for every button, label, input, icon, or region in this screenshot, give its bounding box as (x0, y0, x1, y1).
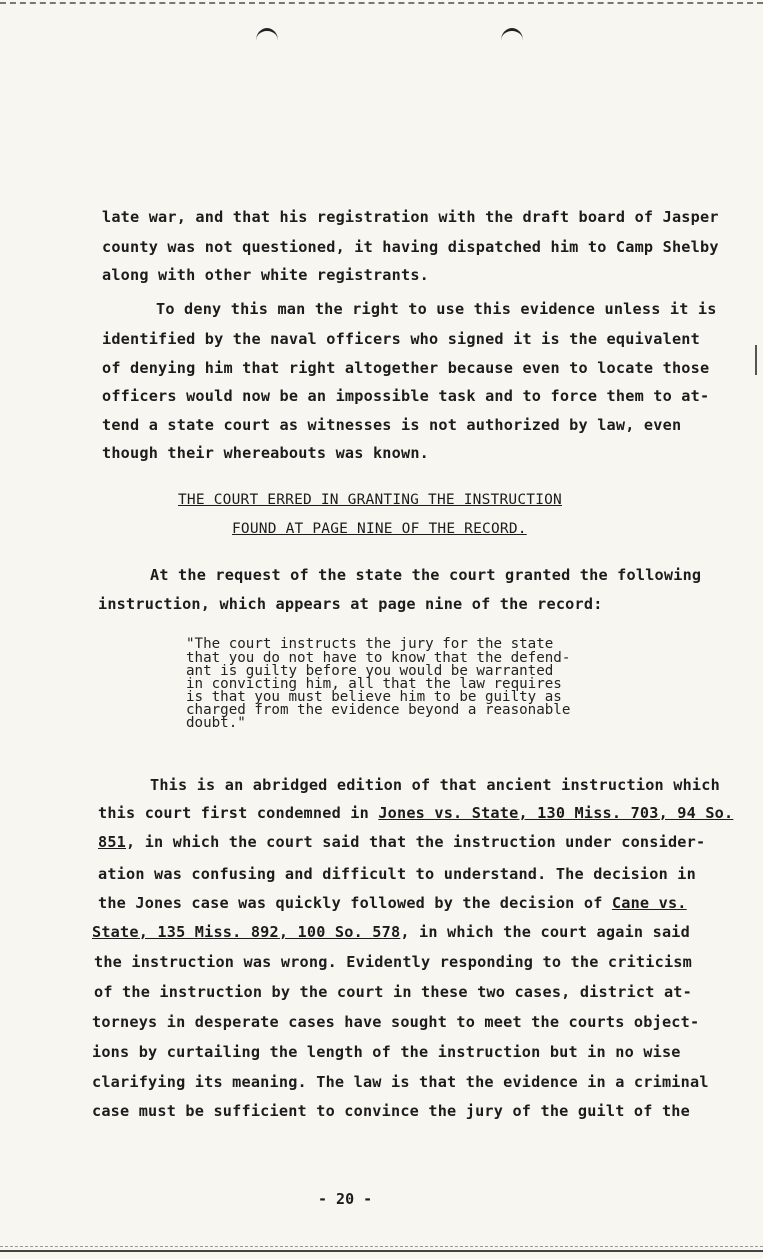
body-line: though their whereabouts was known. (102, 444, 430, 462)
body-line: identified by the naval officers who signed it is the equivalent (102, 330, 700, 348)
body-line: tend a state court as witnesses is not authorized by law, even (102, 416, 682, 434)
quote-line: "The court instructs the jury for the state (186, 636, 554, 652)
case-citation: Cane vs. (611, 894, 687, 912)
text-span: the Jones case was quickly followed by the decision of (98, 894, 612, 912)
body-line: case must be sufficient to convince the jury of the guilt of the (92, 1102, 690, 1120)
punch-hole-left (256, 28, 278, 53)
case-citation: Jones vs. State, 130 Miss. 703, 94 So. (378, 804, 734, 822)
punch-hole-right (501, 28, 523, 53)
text-span: , in which the court again said (400, 923, 690, 941)
page-number: - 20 - (318, 1190, 373, 1208)
section-heading: THE COURT ERRED IN GRANTING THE INSTRUCTION (178, 492, 562, 508)
body-line: along with other white registrants. (102, 266, 430, 284)
body-line (98, 833, 705, 851)
quote-line: that you do not have to know that the defend- (186, 650, 571, 666)
body-line: ation was confusing and difficult to understand. The decision in (98, 865, 696, 883)
body-line: officers would now be an impossible task and to force them to at- (102, 387, 710, 405)
section-heading: FOUND AT PAGE NINE OF THE RECORD. (232, 521, 527, 537)
body-line (92, 923, 690, 941)
body-line: instruction, which appears at page nine of the record: (98, 595, 603, 613)
case-citation: 851 (98, 833, 127, 851)
body-line: clarifying its meaning. The law is that the evidence in a criminal (92, 1073, 709, 1091)
body-line (98, 804, 733, 822)
body-line (98, 894, 687, 912)
quote-line: in convicting him, all that the law requires (186, 676, 562, 692)
body-line: ions by curtailing the length of the instruction but in no wise (92, 1043, 681, 1061)
body-line: of the instruction by the court in these two cases, district at- (94, 983, 692, 1001)
text-span: this court first condemned in (98, 804, 379, 822)
bottom-border-dashed (0, 1246, 763, 1247)
body-line: At the request of the state the court granted the following (150, 566, 702, 584)
body-line: To deny this man the right to use this evidence unless it is (156, 300, 717, 318)
body-line: of denying him that right altogether because even to locate those (102, 359, 710, 377)
top-border (0, 2, 763, 4)
bottom-border (0, 1250, 763, 1252)
body-line: This is an abridged edition of that ancient instruction which (150, 776, 720, 794)
body-line: the instruction was wrong. Evidently responding to the criticism (94, 953, 692, 971)
quote-line: ant is guilty before you would be warranted (186, 663, 554, 679)
margin-mark (755, 345, 757, 375)
text-span: , in which the court said that the instruction under consider- (126, 833, 706, 851)
body-line: late war, and that his registration with the draft board of Jasper (102, 208, 719, 226)
body-line: torneys in desperate cases have sought to meet the courts object- (92, 1013, 700, 1031)
case-citation: State, 135 Miss. 892, 100 So. 578 (92, 923, 401, 941)
quote-line: charged from the evidence beyond a reasonable (186, 702, 571, 718)
quote-line: doubt." (186, 715, 246, 731)
body-line: county was not questioned, it having dispatched him to Camp Shelby (102, 238, 719, 256)
quote-line: is that you must believe him to be guilty as (186, 689, 562, 705)
